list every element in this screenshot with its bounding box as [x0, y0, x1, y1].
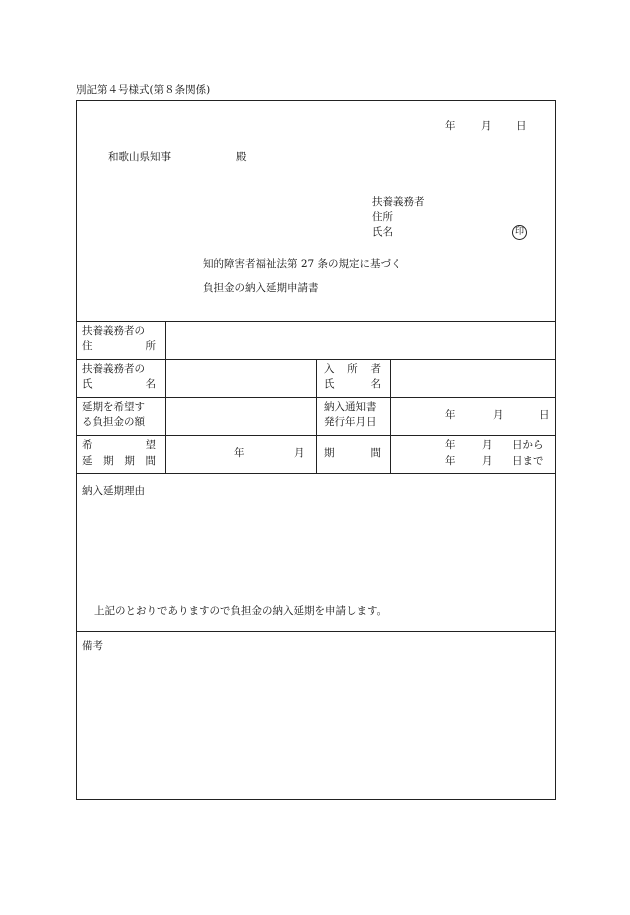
row2-resident-label-line1: 入 所 者 [324, 363, 381, 375]
row2-label-line1: 扶養義務者の [82, 363, 145, 375]
column-divider-middle [316, 359, 317, 473]
row4-from-suffix: 日から [512, 439, 544, 451]
row1-label-line2: 住 所 [82, 340, 156, 352]
row3-label-line1: 延期を希望す [82, 401, 145, 413]
row2-label-line2: 氏 名 [82, 378, 156, 390]
form-number: 別記第４号様式(第８条関係) [76, 84, 211, 96]
row4-from-year: 年 [445, 439, 456, 451]
row3-date-year: 年 [445, 409, 456, 421]
applicant-address-label: 住所 [372, 211, 393, 223]
row4-period-label: 期 間 [324, 447, 381, 459]
table-top-border [76, 321, 556, 322]
row3-date-month: 月 [493, 409, 504, 421]
addressee-name: 和歌山県知事 [108, 151, 171, 163]
column-divider-label [165, 321, 166, 473]
row4-label-line2: 延 期 期 間 [82, 455, 156, 467]
column-divider-right [390, 359, 391, 473]
form-title-line2: 負担金の納入延期申請書 [203, 282, 319, 294]
reason-label: 納入延期理由 [82, 485, 145, 497]
form-title-line1: 知的障害者福祉法第 27 条の規定に基づく [203, 258, 402, 270]
remarks-label: 備考 [82, 640, 103, 652]
row3-notice-label-line2: 発行年月日 [324, 416, 377, 428]
row4-year: 年 [234, 447, 245, 459]
row4-label-line1: 希 望 [82, 439, 156, 451]
row4-to-month: 月 [482, 455, 493, 467]
row4-to-suffix: 日まで [512, 455, 544, 467]
row3-label-line2: る負担金の額 [82, 416, 145, 428]
application-statement: 上記のとおりでありますので負担金の納入延期を申請します。 [94, 605, 388, 617]
row4-from-month: 月 [482, 439, 493, 451]
header-date-month: 月 [481, 120, 492, 132]
row1-label-line1: 扶養義務者の [82, 325, 145, 337]
applicant-name-label: 氏名 [372, 226, 393, 238]
header-date-day: 日 [516, 120, 527, 132]
seal-mark: 印 [512, 225, 527, 240]
reason-bottom-border [76, 631, 556, 632]
row3-notice-label-line1: 納入通知書 [324, 401, 377, 413]
addressee-honorific: 殿 [236, 151, 247, 163]
row4-month: 月 [294, 447, 305, 459]
row4-to-year: 年 [445, 455, 456, 467]
applicant-role: 扶養義務者 [372, 196, 425, 208]
header-date-year: 年 [445, 120, 456, 132]
row-divider-4 [76, 473, 556, 474]
row2-resident-label-line2: 氏 名 [324, 378, 381, 390]
row3-date-day: 日 [539, 409, 550, 421]
